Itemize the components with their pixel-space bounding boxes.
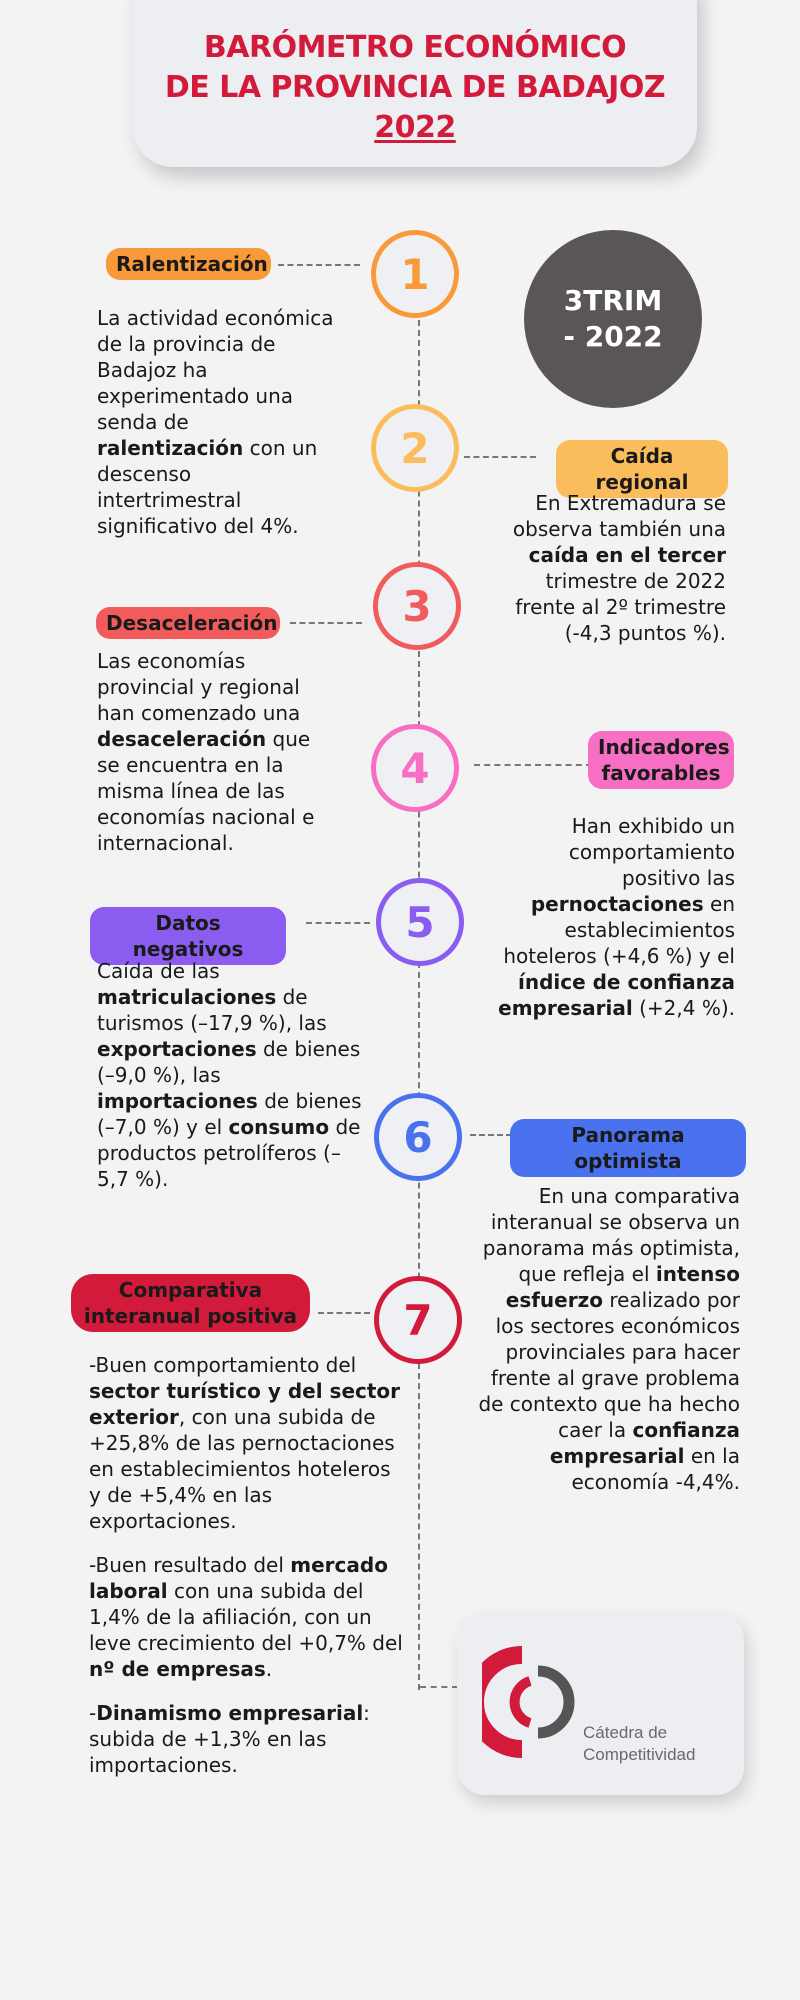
timeline-line — [418, 320, 420, 1690]
step-circle-3 — [373, 562, 461, 650]
step-circle-6 — [374, 1093, 462, 1181]
step-text-5: Caída de las matriculaciones de turismos (–17,9 %), las exportaciones de bienes (–9,0 %), las importaciones de bienes (–7,0 %) y el consumo de productos petrolíferos (–5,7 %). — [97, 959, 362, 1191]
step-circle-1 — [371, 230, 459, 318]
connector-4 — [474, 764, 592, 766]
catedra-logo-icon — [482, 1645, 577, 1760]
title-year: 2022 — [374, 110, 456, 145]
title-line-2: DE LA PROVINCIA DE BADAJOZ — [164, 70, 666, 105]
connector-6 — [470, 1134, 512, 1136]
step-number-1: 1 — [400, 249, 430, 299]
step-number-5: 5 — [405, 897, 435, 947]
step-label-5: Datos negativos — [90, 907, 286, 965]
step-text-6: En una comparativa interanual se observa un panorama más optimista, que refleja el intenso esfuerzo realizado por los sectores económicos provinciales para hacer frente al grave problema de contexto que ha hecho caer la confianza empresarial en la economía -4,4%. — [478, 1184, 740, 1494]
step-text-1: La actividad económica de la provincia de Badajoz ha experimentado una senda de ralentización con un descenso intertrimestral significativo del 4%. — [97, 306, 334, 538]
step-label-1: Ralentización — [106, 248, 271, 280]
period-badge — [524, 230, 702, 408]
logo-line-1: Cátedra de — [583, 1723, 668, 1742]
step-label-4: Indicadores favorables — [588, 731, 734, 789]
step-label-2: Caída regional — [556, 440, 728, 498]
connector-5 — [306, 922, 370, 924]
step-text-7: -Buen comportamiento del sector turístico y del sector exterior, con una subida de +25,8% de las pernoctaciones en establecimientos hoteleros y de +5,4% en las exportaciones. -Buen resultado del mercado laboral con una subida del 1,4% de la afiliación, con un leve crecimiento del +0,7% del nº de empresas. -Dinamismo empresarial: subida de +1,3% en las importaciones. — [89, 1353, 403, 1777]
connector-3 — [290, 622, 362, 624]
logo-inner-red-arc — [515, 1681, 530, 1723]
step-label-6: Panorama optimista — [510, 1119, 746, 1177]
logo-line-2: Competitividad — [583, 1745, 696, 1764]
title-line-1: BARÓMETRO ECONÓMICO — [203, 30, 627, 65]
step-label-7: Comparativa interanual positiva — [71, 1274, 310, 1332]
step-number-3: 3 — [402, 581, 432, 631]
period-line-2: - 2022 — [563, 320, 663, 353]
step-circle-7 — [374, 1276, 462, 1364]
logo-gray-arc — [538, 1671, 569, 1733]
step-number-4: 4 — [400, 743, 430, 793]
step-number-7: 7 — [403, 1295, 433, 1345]
step-text-4: Han exhibido un comportamiento positivo las pernoctaciones en establecimientos hoteleros (+4,6 %) y el índice de confianza empresarial (+2,4 %). — [498, 814, 735, 1020]
step-number-6: 6 — [403, 1112, 433, 1162]
step-label-3: Desaceleración — [96, 607, 280, 639]
step-circle-5 — [376, 878, 464, 966]
period-line-1: 3TRIM — [563, 284, 663, 317]
step-circle-2 — [371, 404, 459, 492]
page-title — [133, 28, 697, 148]
step-number-2: 2 — [400, 423, 430, 473]
step-circle-4 — [371, 724, 459, 812]
logo-text — [583, 1722, 695, 1766]
timeline-logo-connector — [420, 1686, 458, 1688]
step-text-3: Las economías provincial y regional han comenzado una desaceleración que se encuentra en la misma línea de las economías nacional e internacional. — [97, 649, 315, 855]
connector-2 — [464, 456, 536, 458]
connector-7 — [318, 1312, 370, 1314]
step-text-2: En Extremadura se observa también una caída en el tercer trimestre de 2022 frente al 2º trimestre (-4,3 puntos %). — [512, 491, 726, 645]
connector-1 — [278, 264, 360, 266]
